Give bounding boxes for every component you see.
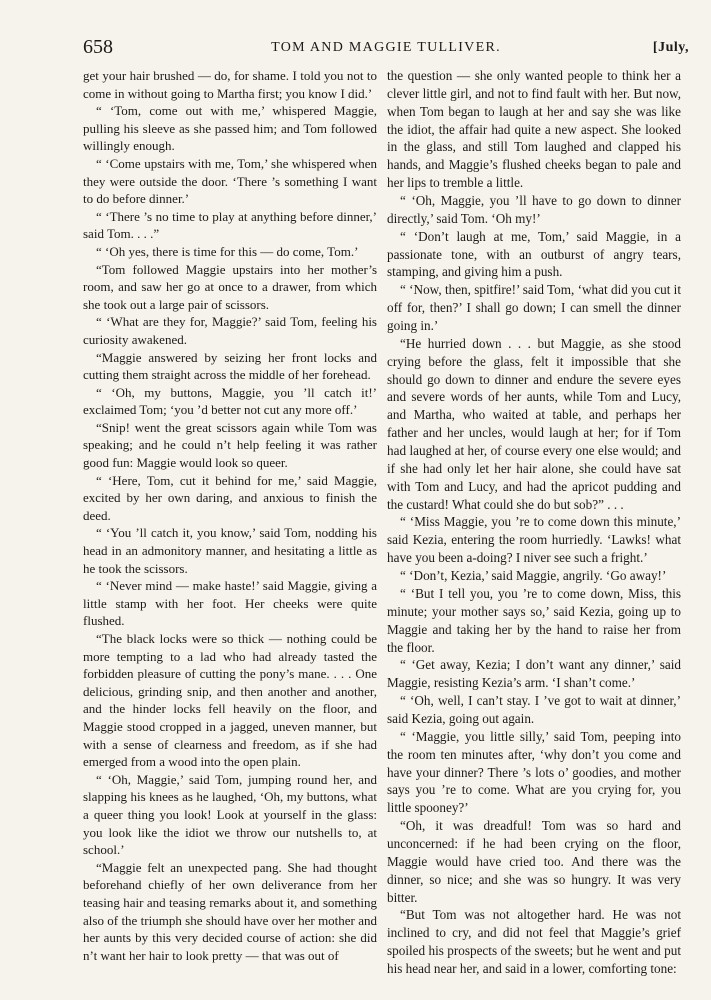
left-column [83, 67, 377, 964]
paragraph: “Maggie answered by seizing her front locks and cutting them straight across the middle of her forehead. [83, 349, 377, 383]
paragraph: “But Tom was not altogether hard. He was not inclined to cry, and did not feel that Maggie’s grief spoiled his prospects of the sweets; but he went and put his head near her, and said in a lower, comforting tone: [387, 907, 681, 976]
page-header [83, 36, 689, 64]
paragraph: “ ‘There ’s no time to play at anything before dinner,’ said Tom. . . .” [83, 208, 377, 242]
paragraph: “ ‘Oh, my buttons, Maggie, you ’ll catch it!’ exclaimed Tom; ‘you ’d better not cut any more off.’ [83, 384, 377, 418]
paragraph: “Maggie felt an unexpected pang. She had thought beforehand chiefly of her own deliverance from her teasing hair and teasing remarks about it, and something also of the triumph she should have over her mother and her aunts by this very decided course of action: she did n’t want her hair to look pretty — that was out of [83, 859, 377, 963]
paragraph: “ ‘Come upstairs with me, Tom,’ she whispered when they were outside the door. ‘There ’s something I want to do before dinner.’ [83, 155, 377, 207]
paragraph: “ ‘What are they for, Maggie?’ said Tom, feeling his curiosity awakened. [83, 314, 377, 347]
paragraph: “ ‘Here, Tom, cut it behind for me,’ said Maggie, excited by her own daring, and anxious to finish the deed. [83, 472, 377, 523]
paragraph: “Snip! went the great scissors again while Tom was speaking; and he could n’t help feeling it was rather good fun: Maggie would look so queer. [83, 419, 377, 471]
paragraph: “ ‘Oh yes, there is time for this — do come, Tom.’ [96, 243, 359, 259]
paragraph: “ ‘Get away, Kezia; I don’t want any dinner,’ said Maggie, resisting Kezia’s arm. ‘I shan’t come.’ [387, 657, 681, 691]
paragraph: “ ‘Now, then, spitfire!’ said Tom, ‘what did you cut it off for, then?’ I shall go down; I can smell the dinner going in.’ [387, 282, 681, 334]
paragraph: “ ‘Oh, Maggie,’ said Tom, jumping round her, and slapping his knees as he laughed, ‘Oh, my buttons, what a queer thing you look! Look at yourself in the glass: you look like the idiot we throw our nutshells to, at school.’ [83, 771, 377, 858]
paragraph: get your hair brushed — do, for shame. I told you not to come in without going to Martha first; you know I did.’ [83, 68, 377, 101]
paragraph: “ ‘Tom, come out with me,’ whispered Maggie, pulling his sleeve as she passed him; and Tom followed willingly enough. [83, 103, 377, 154]
paragraph: “ ‘Maggie, you little silly,’ said Tom, peeping into the room ten minutes after, ‘why don’t you come and have your dinner? There ’s lots o’ goodies, and mother says you ’re to come. What are you crying for, you little spooney?’ [387, 728, 681, 816]
paragraph: “Tom followed Maggie upstairs into her mother’s room, and saw her go at once to a drawer, from which she took out a large pair of scissors. [83, 261, 377, 312]
paragraph: “ ‘But I tell you, you ’re to come down, Miss, this minute; your mother says so,’ said Kezia, going up to Maggie and taking her by the hand to raise her from the floor. [387, 585, 681, 655]
paragraph: “ ‘Don’t laugh at me, Tom,’ said Maggie, in a passionate tone, with an outburst of angry tears, stamping, and giving him a push. [387, 228, 681, 280]
running-title: TOM AND MAGGIE TULLIVER. [271, 40, 501, 55]
paragraph: “He hurried down . . . but Maggie, as she stood crying before the glass, felt it impossible that she should go down to dinner and endure the severe eyes and severe words of her aunts, while Tom and Lucy, and Martha, who waited at table, and perhaps her father and her uncles, would laugh at her; for if Tom had laughed at her, of course every one else would; and if she had only let her hair alone, she could have sat with Tom and Lucy, and had the apricot pudding and the custard! What could she do but sob?” . . . [387, 335, 681, 512]
running-month: [July, [652, 40, 689, 55]
paragraph: “ ‘Oh, Maggie, you ’ll have to go down to dinner directly,’ said Tom. ‘Oh my!’ [387, 193, 681, 226]
paragraph: “The black locks were so thick — nothing could be more tempting to a lad who had already tasted the forbidden pleasure of cutting the pony’s mane. . . . One delicious, grinding snip, and then another and another, and the hinder locks fell heavily on the floor, and Maggie stood cropped in a jagged, uneven manner, but with a sense of clearness and freedom, as if she had emerged from a wood into the open plain. [83, 631, 377, 770]
paragraph: “Oh, it was dreadful! Tom was so hard and unconcerned: if he had been crying on the floor, Maggie would have cried too. And there was the dinner, so nice; and she was so hungry. It was very bitter. [387, 818, 681, 905]
paragraph: “ ‘Miss Maggie, you ’re to come down this minute,’ said Kezia, entering the room hurriedly. ‘Lawks! what have you been a-doing? I niver see such a fright.’ [387, 514, 681, 566]
page-number: 658 [83, 36, 113, 58]
paragraph: “ ‘Don’t, Kezia,’ said Maggie, angrily. ‘Go away!’ [400, 568, 667, 584]
right-column [387, 67, 681, 978]
paragraph: the question — she only wanted people to think her a clever little girl, and not to find fault with her. But now, when Tom began to laugh at her and say she was like the idiot, the affair had quite a new aspect. She looked in the glass, and still Tom laughed and clapped his hands, and Maggie’s flushed cheeks began to pale and her lips to tremble a little. [387, 68, 681, 191]
paragraph: “ ‘Oh, well, I can’t stay. I ’ve got to wait at dinner,’ said Kezia, going out again. [387, 693, 681, 726]
paragraph: “ ‘You ’ll catch it, you know,’ said Tom, nodding his head in an admonitory manner, and hesitating a little as he took the scissors. [83, 525, 377, 576]
paragraph: “ ‘Never mind — make haste!’ said Maggie, giving a little stamp with her foot. Her cheeks were quite flushed. [83, 578, 377, 629]
